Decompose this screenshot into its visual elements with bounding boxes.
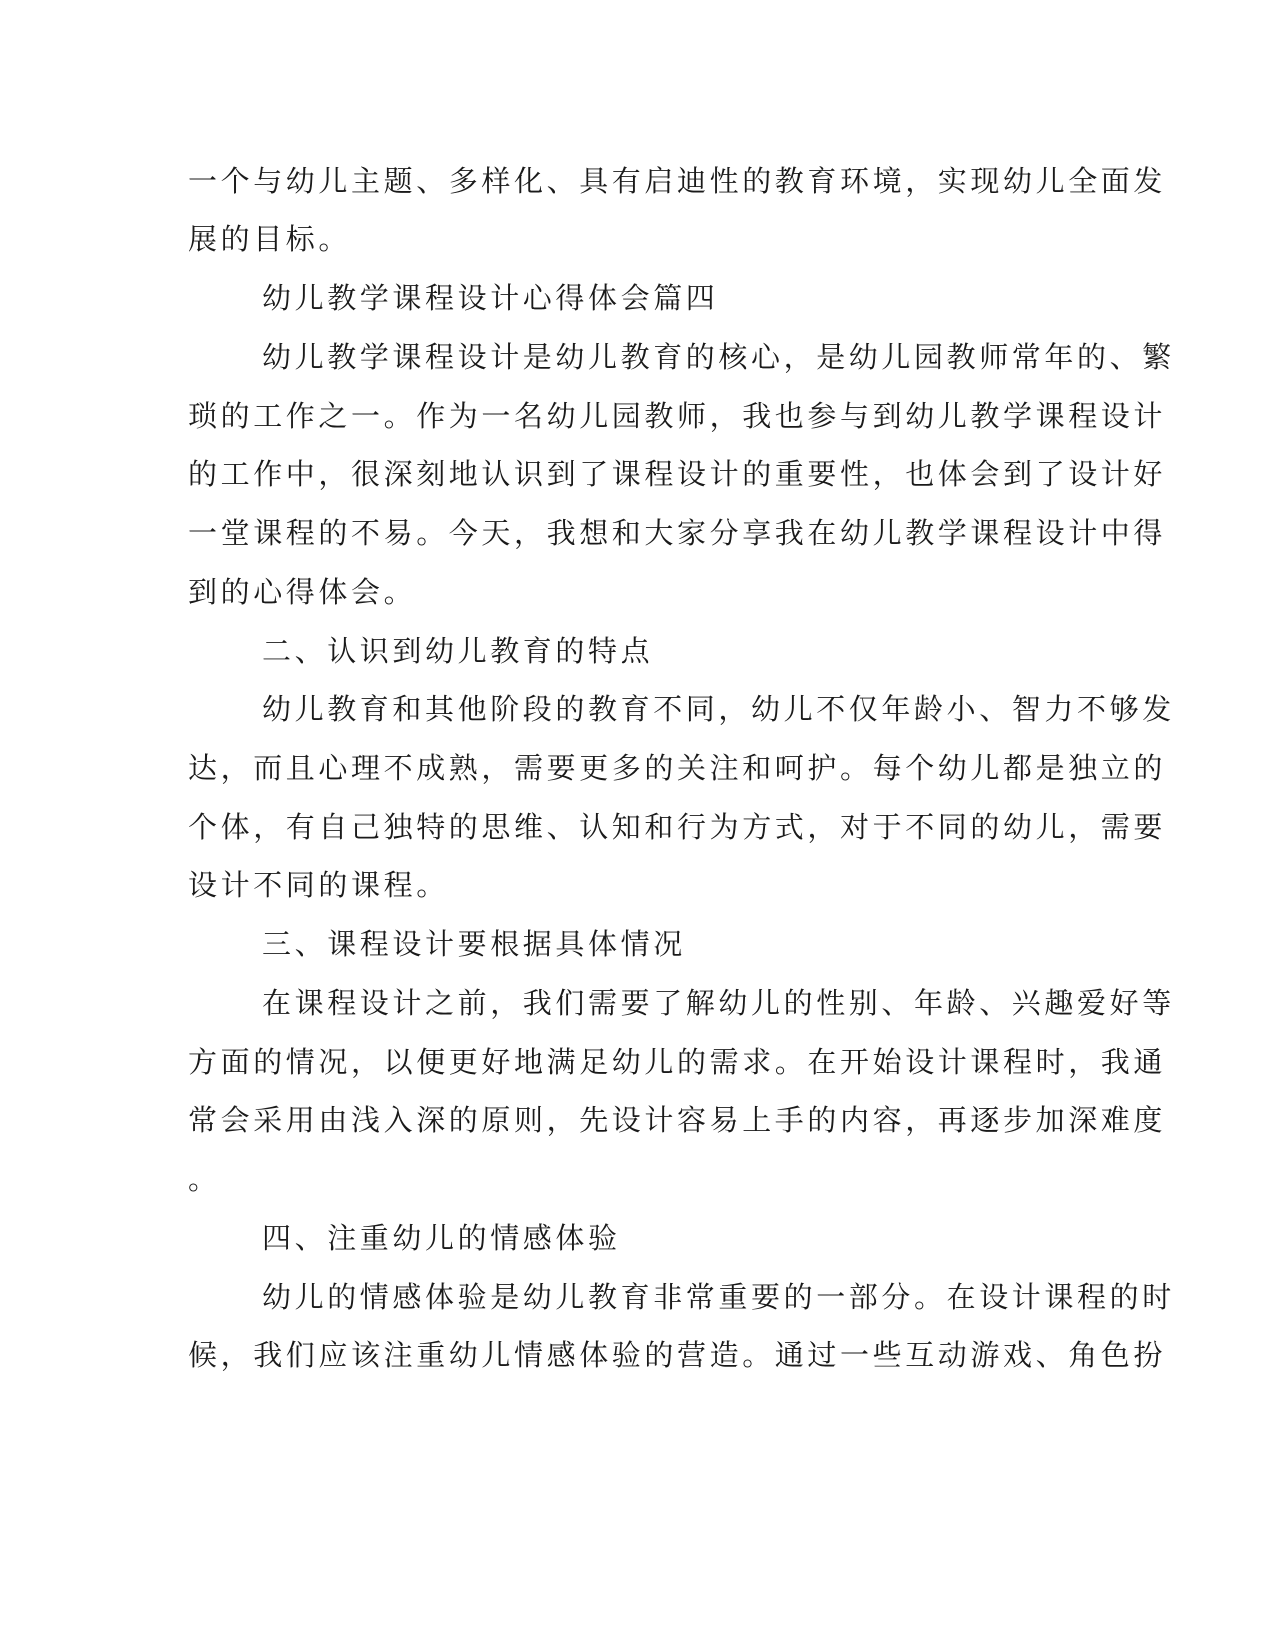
section-heading: 三、课程设计要根据具体情况	[262, 927, 686, 961]
paragraph-line: 常会采用由浅入深的原则，先设计容易上手的内容，再逐步加深难度	[188, 1103, 1167, 1137]
section-heading: 二、认识到幼儿教育的特点	[262, 634, 654, 668]
paragraph-line: 的工作中，很深刻地认识到了课程设计的重要性，也体会到了设计好	[188, 457, 1167, 491]
paragraph-line: 展的目标。	[188, 222, 352, 256]
paragraph-line: 方面的情况，以便更好地满足幼儿的需求。在开始设计课程时，我通	[188, 1045, 1167, 1079]
paragraph-line: 琐的工作之一。作为一名幼儿园教师，我也参与到幼儿教学课程设计	[188, 399, 1167, 433]
paragraph-line: 达，而且心理不成熟，需要更多的关注和呵护。每个幼儿都是独立的	[188, 751, 1167, 785]
section-heading: 四、注重幼儿的情感体验	[262, 1221, 621, 1255]
paragraph-line: 在课程设计之前，我们需要了解幼儿的性别、年龄、兴趣爱好等	[262, 986, 1175, 1020]
paragraph-line: 幼儿教学课程设计是幼儿教育的核心，是幼儿园教师常年的、繁	[262, 340, 1175, 374]
paragraph-line: 。	[188, 1162, 221, 1196]
section-heading: 幼儿教学课程设计心得体会篇四	[262, 281, 719, 315]
paragraph-line: 一个与幼儿主题、多样化、具有启迪性的教育环境，实现幼儿全面发	[188, 164, 1167, 198]
paragraph-line: 候，我们应该注重幼儿情感体验的营造。通过一些互动游戏、角色扮	[188, 1338, 1167, 1372]
paragraph-line: 幼儿的情感体验是幼儿教育非常重要的一部分。在设计课程的时	[262, 1280, 1175, 1314]
paragraph-line: 个体，有自己独特的思维、认知和行为方式，对于不同的幼儿，需要	[188, 810, 1167, 844]
paragraph-line: 到的心得体会。	[188, 575, 417, 609]
paragraph-line: 设计不同的课程。	[188, 868, 449, 902]
paragraph-line: 一堂课程的不易。今天，我想和大家分享我在幼儿教学课程设计中得	[188, 516, 1167, 550]
paragraph-line: 幼儿教育和其他阶段的教育不同，幼儿不仅年龄小、智力不够发	[262, 692, 1175, 726]
